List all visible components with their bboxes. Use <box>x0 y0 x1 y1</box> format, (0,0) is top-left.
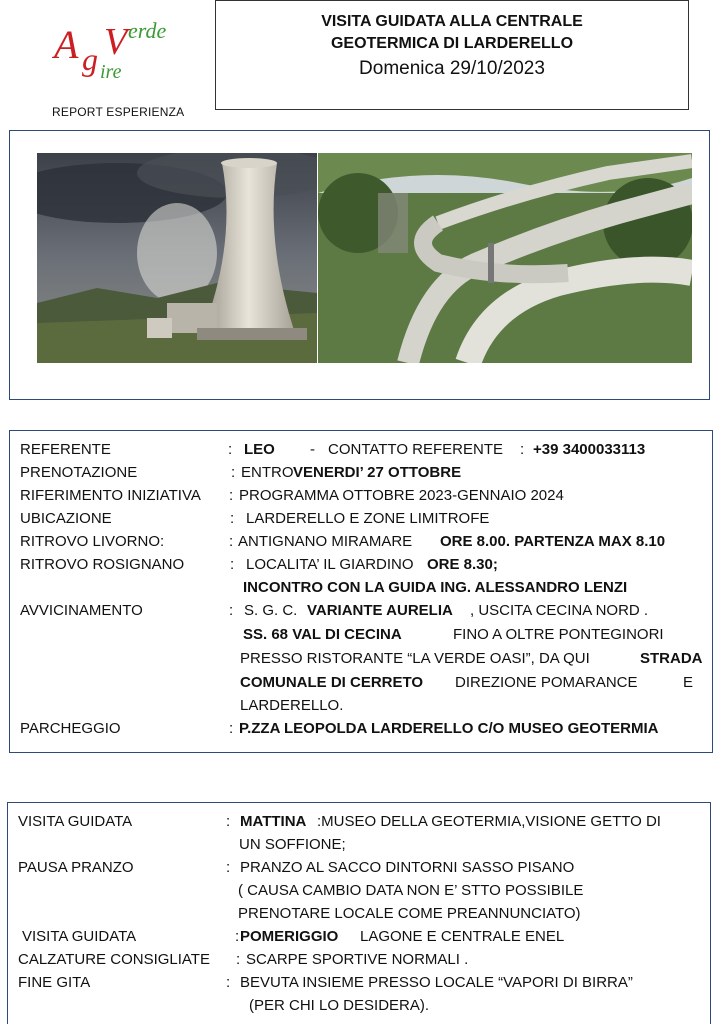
riferimento-value: PROGRAMMA OTTOBRE 2023-GENNAIO 2024 <box>239 487 564 504</box>
guide-info: INCONTRO CON LA GUIDA ING. ALESSANDRO LENZI <box>243 579 628 596</box>
ritrovo-livorno-label: RITROVO LIVORNO: <box>20 533 165 550</box>
steam-pipes-photo <box>318 153 692 363</box>
ritrovo-livorno-time: ORE 8.00. PARTENZA MAX 8.10 <box>440 533 666 550</box>
schedule-box <box>7 802 711 1024</box>
route-l3a: PRESSO RISTORANTE “LA VERDE OASI”, DA QUI <box>240 650 590 667</box>
svg-text:A: A <box>54 22 79 67</box>
route-l2a: SS. 68 VAL DI CECINA <box>243 626 402 643</box>
svg-text:ire: ire <box>100 61 122 83</box>
svg-text:erde: erde <box>128 18 167 43</box>
avvicinamento-label: AVVICINAMENTO <box>20 602 143 619</box>
visita1-label: VISITA GUIDATA <box>18 813 133 830</box>
title-line-1: VISITA GUIDATA ALLA CENTRALE <box>321 13 583 30</box>
ritrovo-livorno-place: ANTIGNANO MIRAMARE <box>238 533 413 550</box>
parcheggio-sep: : <box>229 720 234 737</box>
prenotazione-deadline: VENERDI’ 27 OTTOBRE <box>293 464 462 481</box>
prenotazione-label: PRENOTAZIONE <box>20 464 138 481</box>
cooling-tower-photo <box>37 153 317 363</box>
report-label: REPORT ESPERIENZA <box>52 105 185 119</box>
referente-dash: - <box>310 441 315 458</box>
visita2-label: VISITA GUIDATA <box>22 928 137 945</box>
contact-label: CONTATTO REFERENTE <box>328 441 504 458</box>
route-l1b: VARIANTE AURELIA <box>307 602 453 619</box>
route-l4a: COMUNALE DI CERRETO <box>240 674 424 691</box>
visita1-cont: UN SOFFIONE; <box>239 836 346 853</box>
svg-text:V: V <box>104 21 128 63</box>
calzature-value: SCARPE SPORTIVE NORMALI . <box>246 951 469 968</box>
calzature-sep: : <box>236 951 241 968</box>
fine-label: FINE GITA <box>18 974 91 991</box>
referente-sep: : <box>228 441 233 458</box>
pranzo-cont1: ( CAUSA CAMBIO DATA NON E’ STTO POSSIBILE <box>238 882 584 899</box>
route-l4b: DIREZIONE POMARANCE <box>455 674 638 691</box>
pranzo-label: PAUSA PRANZO <box>18 859 134 876</box>
parcheggio-label: PARCHEGGIO <box>20 720 121 737</box>
ubicazione-label: UBICAZIONE <box>20 510 112 527</box>
route-l2b: FINO A OLTRE PONTEGINORI <box>453 626 664 643</box>
contact-phone: +39 3400033113 <box>533 441 646 458</box>
pranzo-cont2: PRENOTARE LOCALE COME PREANNUNCIATO) <box>238 905 581 922</box>
prenotazione-prefix: ENTRO <box>241 464 294 481</box>
fine-sep: : <box>226 974 231 991</box>
info-box <box>9 430 713 753</box>
title-box <box>215 0 689 110</box>
ritrovo-rosignano-sep: : <box>230 556 235 573</box>
ubicazione-sep: : <box>230 510 235 527</box>
visita2-sep: : <box>235 928 240 945</box>
agverde-logo <box>52 8 192 88</box>
prenotazione-sep: : <box>231 464 236 481</box>
svg-text:g: g <box>82 41 98 77</box>
calzature-label: CALZATURE CONSIGLIATE <box>18 951 210 968</box>
route-l1c: , USCITA CECINA NORD . <box>470 602 649 619</box>
visita2-when: POMERIGGIO <box>240 928 339 945</box>
ritrovo-rosignano-label: RITROVO ROSIGNANO <box>20 556 185 573</box>
ritrovo-livorno-sep: : <box>229 533 234 550</box>
visita1-what: :MUSEO DELLA GEOTERMIA,VISIONE GETTO DI <box>317 813 661 830</box>
visita1-when: MATTINA <box>240 813 307 830</box>
event-date: Domenica 29/10/2023 <box>359 58 545 79</box>
ubicazione-value: LARDERELLO E ZONE LIMITROFE <box>246 510 490 527</box>
riferimento-label: RIFERIMENTO INIZIATIVA <box>20 487 201 504</box>
fine-value: BEVUTA INSIEME PRESSO LOCALE “VAPORI DI BIRRA” <box>240 974 633 991</box>
riferimento-sep: : <box>229 487 234 504</box>
referente-label: REFERENTE <box>20 441 111 458</box>
route-l3b: STRADA <box>640 650 703 667</box>
fine-cont: (PER CHI LO DESIDERA). <box>249 997 430 1014</box>
pranzo-value: PRANZO AL SACCO DINTORNI SASSO PISANO <box>240 859 575 876</box>
parcheggio-value: P.ZZA LEOPOLDA LARDERELLO C/O MUSEO GEOTERMIA <box>239 720 659 737</box>
route-l5: LARDERELLO. <box>240 697 344 714</box>
route-l1a: S. G. C. <box>244 602 298 619</box>
title-line-2: GEOTERMICA DI LARDERELLO <box>330 35 574 52</box>
ritrovo-rosignano-place: LOCALITA’ IL GIARDINO <box>246 556 414 573</box>
visita2-what: LAGONE E CENTRALE ENEL <box>360 928 565 945</box>
route-l4c: E <box>683 674 694 691</box>
photo-frame <box>9 130 710 400</box>
avvicinamento-sep: : <box>229 602 234 619</box>
contact-sep: : <box>520 441 525 458</box>
referente-name: LEO <box>244 441 275 458</box>
visita1-sep: : <box>226 813 231 830</box>
pranzo-sep: : <box>226 859 231 876</box>
ritrovo-rosignano-time: ORE 8.30; <box>427 556 498 573</box>
